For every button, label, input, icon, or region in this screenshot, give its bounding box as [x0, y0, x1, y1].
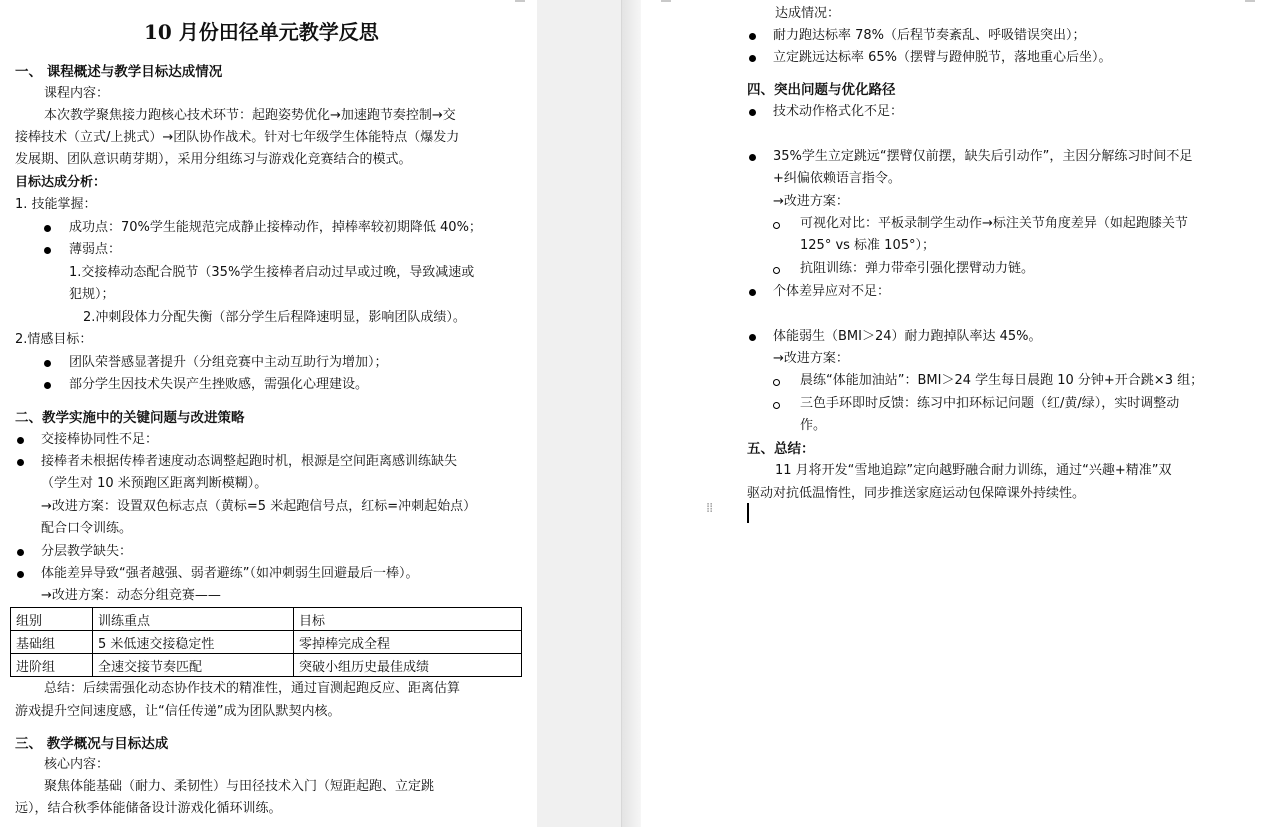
paragraph-line: 远），结合秋季体能储备设计游戏化循环训练。	[15, 801, 282, 816]
achievement-item: 立定跳远达标率 65%（摆臂与蹬伸脱节，落地重心后坐）。	[773, 50, 1112, 65]
plan-item-cont: 作。	[800, 418, 827, 433]
table-cell: 突破小组历史最佳成绩	[294, 654, 522, 677]
circle-bullet-icon	[773, 222, 780, 229]
table-cell: 训练重点	[93, 608, 294, 631]
weak-point-label: 薄弱点：	[69, 242, 122, 257]
emotion-goal-label: 2.情感目标：	[15, 332, 93, 347]
plan-item: 晨练“体能加油站”：BMI＞24 学生每日晨跑 10 分钟+开合跳×3 组；	[800, 373, 1204, 388]
group-training-table	[10, 607, 522, 677]
bullet-icon	[44, 382, 51, 389]
improvement-plan: →改进方案：动态分组竞赛——	[41, 588, 221, 603]
bullet-icon	[749, 334, 756, 341]
circle-bullet-icon	[773, 379, 780, 386]
plan-item: 三色手环即时反馈：练习中扣环标记问题（红/黄/绿），实时调整动	[800, 396, 1180, 411]
improvement-plan-cont: 配合口令训练。	[41, 521, 133, 536]
emotion-item-2: 部分学生因技术失误产生挫败感，需强化心理建设。	[69, 377, 369, 392]
page-corner-mark	[661, 0, 671, 2]
bullet-icon	[17, 459, 24, 466]
issue-item: 分层教学缺失：	[41, 544, 133, 559]
problem-item: 个体差异应对不足：	[773, 284, 891, 299]
bullet-icon	[749, 289, 756, 296]
table-cell: 目标	[294, 608, 522, 631]
summary-line: 驱动对抗低温惰性，同步推送家庭运动包保障课外持续性。	[747, 486, 1086, 501]
weak-point-1-cont: 犯规）；	[69, 287, 115, 302]
issue-item: 接棒者未根据传棒者速度动态调整起跑时机，根源是空间距离感训练缺失	[41, 454, 458, 469]
document-page-left	[0, 0, 537, 827]
bullet-icon	[17, 571, 24, 578]
bullet-icon	[44, 225, 51, 232]
weak-point-1: 1.交接棒动态配合脱节（35%学生接棒者启动过早或过晚，导致减速或	[69, 265, 475, 280]
table-cell: 进阶组	[11, 654, 93, 677]
skill-mastery-item: 1. 技能掌握：	[15, 197, 97, 212]
improvement-plan: →改进方案：设置双色标志点（黄标=5 米起跑信号点，红标=冲刺起始点）	[41, 499, 477, 514]
table-cell: 全速交接节奏匹配	[93, 654, 294, 677]
table-row	[11, 654, 522, 677]
paragraph-line: 本次教学聚焦接力跑核心技术环节：起跑姿势优化→加速跑节奏控制→交	[44, 108, 456, 123]
bullet-icon	[44, 360, 51, 367]
document-title: 10 月份田径单元教学反思	[144, 20, 379, 44]
document-page-right	[641, 0, 1275, 827]
problem-item: 技术动作格式化不足：	[773, 104, 904, 119]
bullet-icon	[17, 549, 24, 556]
summary-line: 总结：后续需强化动态协作技术的精准性，通过盲测起跑反应、距离估算	[44, 681, 461, 696]
issue-item-cont: （学生对 10 米预跑区距离判断模糊）。	[41, 476, 268, 491]
bullet-icon	[749, 154, 756, 161]
goal-analysis-label: 目标达成分析：	[15, 175, 107, 190]
bullet-icon	[749, 33, 756, 40]
section-heading-2: 二、教学实施中的关键问题与改进策略	[15, 410, 245, 426]
table-header-row	[11, 608, 522, 631]
bullet-icon	[44, 247, 51, 254]
drag-handle-icon[interactable]: ⁞⁞	[706, 501, 713, 516]
circle-bullet-icon	[773, 402, 780, 409]
section-heading-1: 一、 课程概述与教学目标达成情况	[15, 64, 223, 80]
table-cell: 5 米低速交接稳定性	[93, 631, 294, 654]
bullet-icon	[17, 437, 24, 444]
plan-item: 可视化对比：平板录制学生动作→标注关节角度差异（如起跑膝关节	[800, 216, 1188, 231]
achievement-label: 达成情况：	[775, 6, 841, 21]
table-cell: 组别	[11, 608, 93, 631]
section-heading-3: 三、 教学概况与目标达成	[15, 736, 169, 752]
page-gutter	[537, 0, 641, 827]
section-heading-4: 四、突出问题与优化路径	[747, 82, 896, 98]
summary-line: 11 月将开发“雪地追踪”定向越野融合耐力训练，通过“兴趣+精准”双	[775, 463, 1172, 478]
problem-item-cont: +纠偏依赖语言指令。	[773, 171, 901, 186]
problem-item: 35%学生立定跳远“摆臂仅前摆，缺失后引动作”，主因分解练习时间不足	[773, 149, 1193, 164]
circle-bullet-icon	[773, 267, 780, 274]
issue-item: 交接棒协同性不足：	[41, 432, 159, 447]
core-content-label: 核心内容：	[44, 757, 110, 772]
weak-point-2: 2.冲刺段体力分配失衡（部分学生后程降速明显，影响团队成绩）。	[83, 310, 466, 325]
plan-item-cont: 125° vs 标准 105°）；	[800, 238, 935, 253]
summary-line: 游戏提升空间速度感，让“信任传递”成为团队默契内核。	[15, 704, 341, 719]
paragraph-line: 发展期、团队意识萌芽期），采用分组练习与游戏化竞赛结合的模式。	[15, 152, 412, 167]
achievement-item: 耐力跑达标率 78%（后程节奏紊乱、呼吸错误突出）；	[773, 28, 1086, 43]
table-cell: 零掉棒完成全程	[294, 631, 522, 654]
plan-item: 抗阻训练：弹力带牵引强化摆臂动力链。	[800, 261, 1035, 276]
section-heading-5: 五、总结：	[747, 441, 815, 457]
page-corner-mark	[1245, 0, 1255, 2]
improvement-plan: →改进方案：	[773, 194, 849, 209]
emotion-item-1: 团队荣誉感显著提升（分组竞赛中主动互助行为增加）；	[69, 355, 388, 370]
page-corner-mark	[515, 0, 525, 2]
paragraph-line: 聚焦体能基础（耐力、柔韧性）与田径技术入门（短距起跑、立定跳	[44, 779, 435, 794]
table-cell: 基础组	[11, 631, 93, 654]
problem-item: 体能弱生（BMI＞24）耐力跑掉队率达 45%。	[773, 329, 1042, 344]
paragraph-line: 接棒技术（立式/上挑式）→团队协作战术。针对七年级学生体能特点（爆发力	[15, 130, 460, 145]
course-content-label: 课程内容：	[44, 86, 110, 101]
text-cursor	[747, 503, 749, 523]
bullet-icon	[749, 109, 756, 116]
table-row	[11, 631, 522, 654]
improvement-plan: →改进方案：	[773, 351, 849, 366]
issue-item: 体能差异导致“强者越强、弱者避练”（如冲刺弱生回避最后一棒）。	[41, 566, 419, 581]
bullet-icon	[749, 55, 756, 62]
success-point: 成功点：70%学生能规范完成静止接棒动作，掉棒率较初期降低 40%；	[69, 220, 482, 235]
